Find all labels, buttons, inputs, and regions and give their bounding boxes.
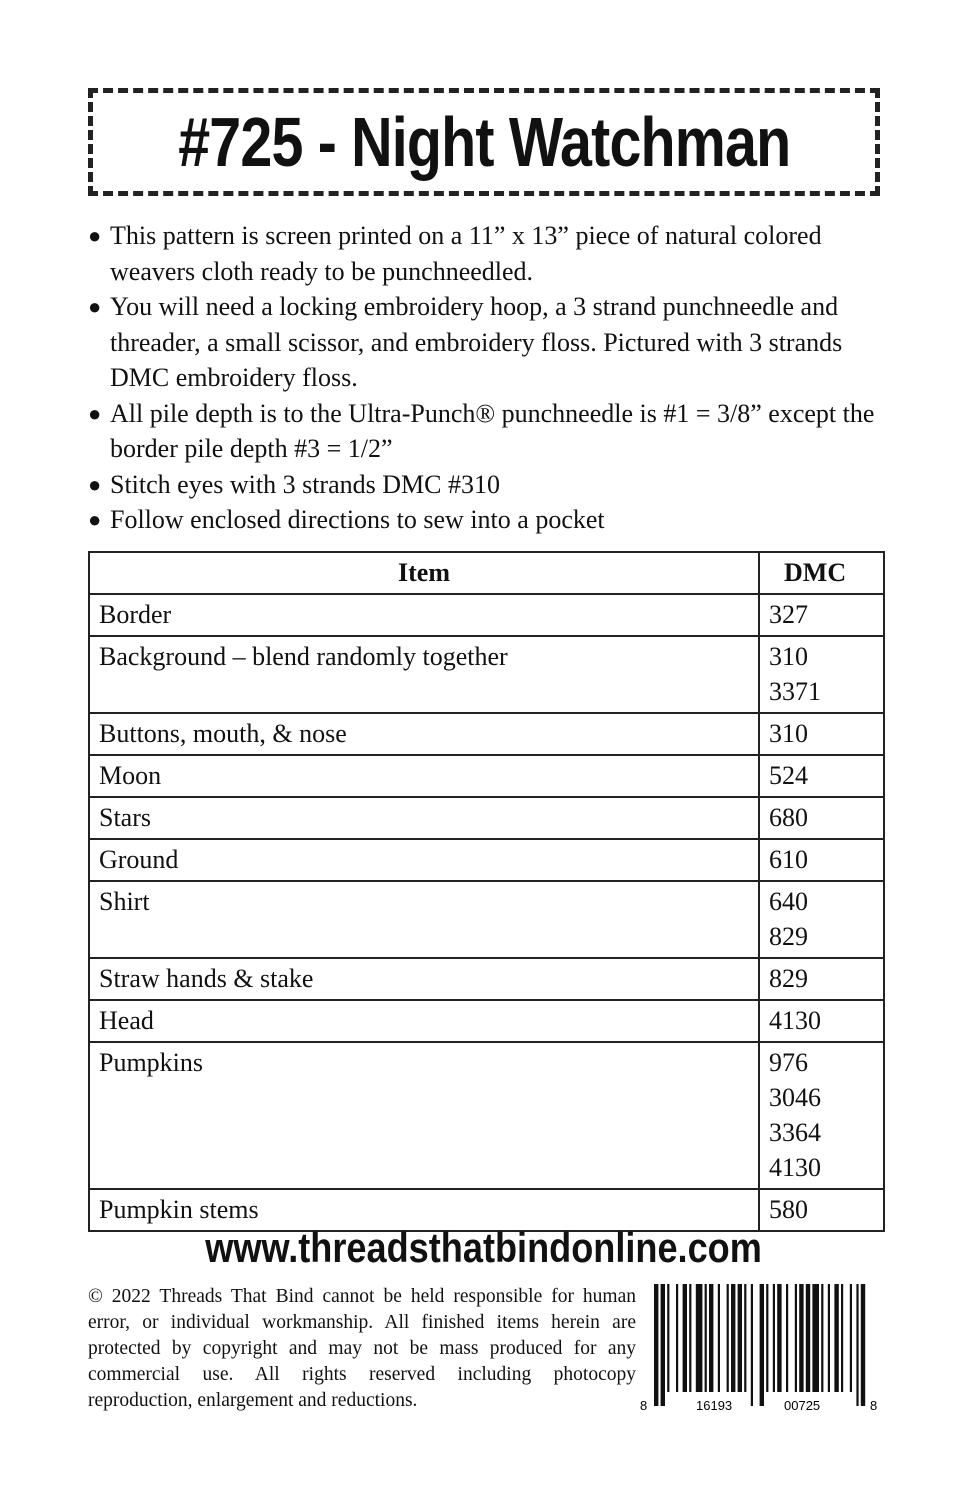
barcode-bar <box>812 1284 819 1392</box>
barcode-bar <box>709 1284 713 1392</box>
instruction-text: Follow enclosed directions to sew into a pocket <box>110 505 605 534</box>
instruction-item <box>88 467 888 503</box>
item-cell: Head <box>89 1000 759 1042</box>
barcode-digits-group1: 16193 <box>696 1398 733 1413</box>
dmc-cell <box>759 839 884 881</box>
dmc-cell <box>759 713 884 755</box>
dmc-number: 580 <box>769 1195 808 1224</box>
dmc-number: 4130 <box>769 1006 821 1035</box>
dmc-number: 976 <box>769 1048 808 1077</box>
barcode-bar <box>676 1284 678 1392</box>
barcode-bar <box>654 1284 658 1406</box>
barcode-bar <box>661 1284 665 1406</box>
dmc-number: 610 <box>769 845 808 874</box>
table-row <box>89 636 884 713</box>
barcode-bar <box>828 1284 830 1392</box>
dmc-number: 310 <box>769 642 808 671</box>
dmc-number: 829 <box>769 964 808 993</box>
floss-table <box>88 551 885 1232</box>
title-box <box>88 88 880 196</box>
dmc-number: 4130 <box>769 1153 821 1182</box>
bullet-icon: ● <box>88 294 102 319</box>
barcode-bar <box>841 1284 843 1392</box>
instruction-item <box>88 289 888 396</box>
barcode-bar <box>696 1284 703 1392</box>
instruction-text: You will need a locking embroidery hoop, a 3 strand punchneedle and threader, a small scissor, and embroidery floss. Pictured with 3 strands DMC embroidery floss. <box>110 292 843 392</box>
item-cell: Pumpkins <box>89 1042 759 1189</box>
item-cell: Straw hands & stake <box>89 958 759 1000</box>
barcode-bar <box>705 1284 707 1392</box>
dmc-cell <box>759 636 884 713</box>
barcode-digits-group2: 00725 <box>784 1398 821 1413</box>
barcode-bar <box>718 1284 720 1392</box>
dmc-number: 640 <box>769 887 808 916</box>
website-url: www.threadsthatbindonline.com <box>205 1224 763 1271</box>
instruction-text: This pattern is screen printed on a 11” x 13” piece of natural colored weavers cloth ready to be punchneedled. <box>110 221 822 286</box>
barcode-bar <box>744 1284 746 1392</box>
item-cell: Pumpkin stems <box>89 1189 759 1231</box>
item-cell: Border <box>89 594 759 636</box>
instruction-text: Stitch eyes with 3 strands DMC #310 <box>110 469 500 499</box>
barcode-bar <box>667 1284 669 1392</box>
barcode-bar <box>689 1284 691 1392</box>
bullet-icon: ● <box>88 400 102 426</box>
barcode-bar <box>683 1284 687 1392</box>
dmc-cell <box>759 958 884 1000</box>
instruction-item <box>88 218 888 289</box>
item-cell: Shirt <box>89 881 759 958</box>
item-cell: Ground <box>89 839 759 881</box>
table-row <box>89 713 884 755</box>
dmc-cell <box>759 881 884 958</box>
barcode-bar <box>861 1284 865 1406</box>
instructions-list <box>88 218 888 538</box>
barcode-bar <box>738 1284 742 1392</box>
header-item: Item <box>89 552 759 594</box>
table-row <box>89 755 884 797</box>
item-cell: Stars <box>89 797 759 839</box>
barcode-digit-right: 8 <box>870 1398 878 1413</box>
bullet-icon: ● <box>88 471 102 497</box>
copyright-notice: © 2022 Threads That Bind cannot be held responsible for human error, or individual workmanship. All finished items herein are protected by copyright and may not be mass produced for any commercial use. All rights reserved including photocopy reproduction, enlargement and reductions. <box>88 1286 636 1411</box>
table-header-row <box>89 552 884 594</box>
dmc-cell <box>759 1000 884 1042</box>
dmc-cell <box>759 797 884 839</box>
dmc-cell <box>759 1042 884 1189</box>
barcode-bar <box>850 1284 852 1392</box>
dmc-number: 3046 <box>769 1083 821 1112</box>
dmc-cell <box>759 755 884 797</box>
table-row <box>89 797 884 839</box>
barcode-bar <box>786 1284 788 1392</box>
dmc-number: 680 <box>769 803 808 832</box>
table-row <box>89 1042 884 1189</box>
barcode-bar <box>777 1284 781 1392</box>
barcode-bar <box>856 1284 858 1406</box>
page-title: #725 - Night Watchman <box>177 103 791 181</box>
table-row <box>89 881 884 958</box>
table-row <box>89 958 884 1000</box>
bullet-icon: ● <box>88 223 102 248</box>
dmc-cell <box>759 594 884 636</box>
instruction-item <box>88 502 888 538</box>
barcode-digit-left: 8 <box>640 1398 648 1413</box>
dmc-number: 829 <box>769 922 808 951</box>
dmc-number: 524 <box>769 761 808 790</box>
table-row <box>89 839 884 881</box>
barcode-bar <box>834 1284 838 1392</box>
barcode-bar <box>773 1284 775 1392</box>
barcode-bar <box>727 1284 729 1392</box>
item-cell: Moon <box>89 755 759 797</box>
instruction-text: All pile depth is to the Ultra-Punch® punchneedle is #1 = 3/8” except the border pile depth #3 = 1/2” <box>110 398 875 463</box>
instruction-item <box>88 396 888 467</box>
table-row <box>89 594 884 636</box>
item-cell: Background – blend randomly together <box>89 636 759 713</box>
dmc-number: 310 <box>769 719 808 748</box>
dmc-number: 3364 <box>769 1118 821 1147</box>
dmc-number: 327 <box>769 600 808 629</box>
barcode-bar <box>806 1284 810 1392</box>
barcode-bar <box>799 1284 803 1392</box>
barcode-bar <box>795 1284 797 1392</box>
bullet-icon: ● <box>88 507 102 532</box>
dmc-number: 3371 <box>769 677 821 706</box>
table-row <box>89 1000 884 1042</box>
barcode-bar <box>731 1284 735 1392</box>
item-cell: Buttons, mouth, & nose <box>89 713 759 755</box>
barcode-bar <box>766 1284 768 1392</box>
barcode-bar <box>760 1284 764 1406</box>
barcode-bar <box>821 1284 823 1392</box>
barcode-bar <box>751 1284 753 1406</box>
header-dmc: DMC <box>759 552 884 594</box>
barcode <box>638 1284 880 1414</box>
